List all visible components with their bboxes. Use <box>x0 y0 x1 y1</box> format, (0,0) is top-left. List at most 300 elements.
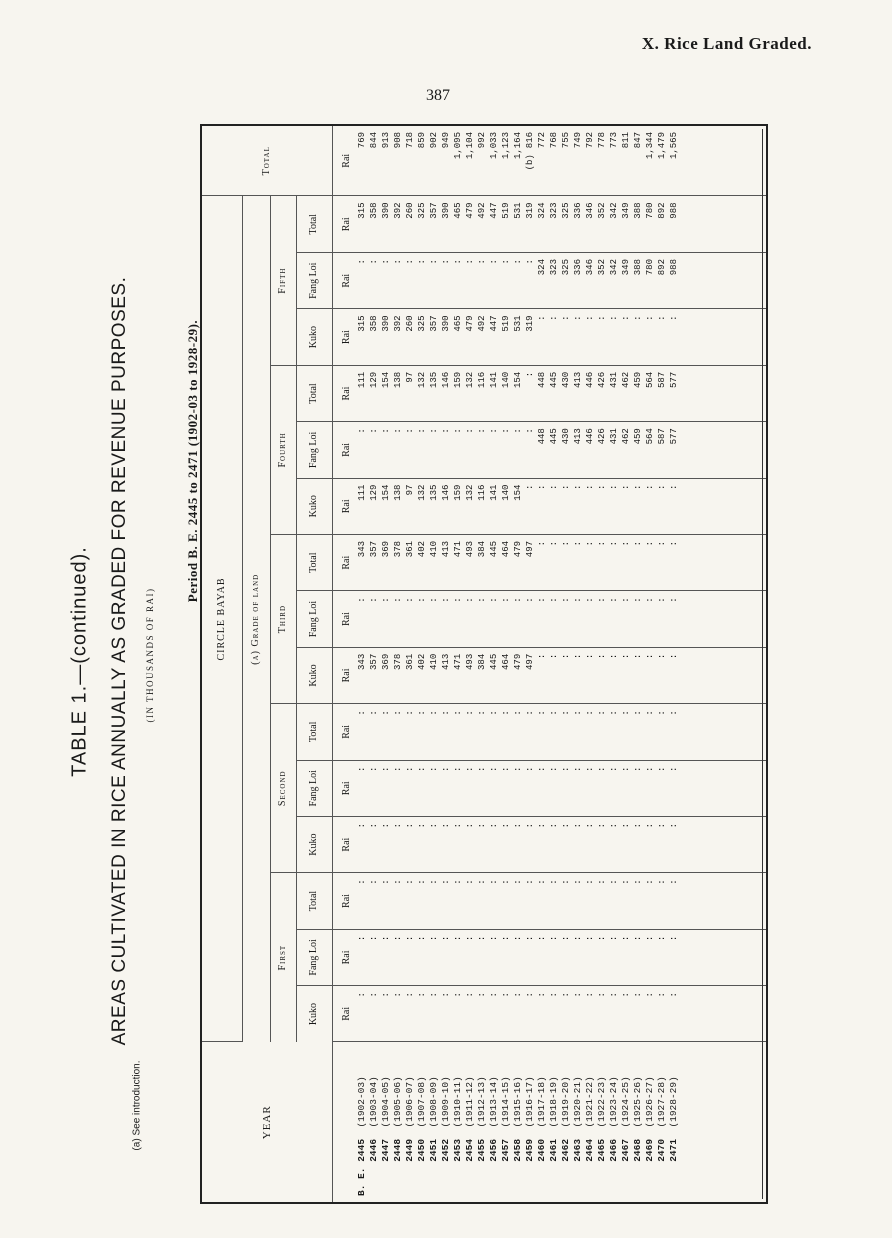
value-text: : <box>561 710 571 716</box>
value-text: : <box>429 428 439 434</box>
ad-year: (1923-24) <box>608 1076 619 1128</box>
value-text: 159 <box>453 484 463 501</box>
value-text: 384 <box>477 540 487 558</box>
value-cell <box>548 767 560 814</box>
value-text: : <box>573 710 583 716</box>
value-text: 392 <box>393 315 403 332</box>
value-text: : <box>573 935 583 942</box>
total-note: (b) <box>525 154 535 171</box>
value-cell <box>548 259 560 306</box>
value-text: 154 <box>513 371 523 389</box>
value-cell <box>608 203 620 251</box>
value-text: 111 <box>357 371 367 389</box>
value-cell <box>428 315 440 362</box>
value-text: : <box>573 822 583 829</box>
value-cell <box>440 428 452 475</box>
value-cell <box>404 428 416 475</box>
value-cell <box>536 132 548 194</box>
value-cell <box>452 992 464 1039</box>
value-text: 343 <box>357 653 367 670</box>
value-cell <box>452 485 464 532</box>
value-cell <box>476 936 488 983</box>
value-cell <box>512 203 524 251</box>
year-row <box>404 1045 416 1197</box>
value-cell <box>584 485 596 532</box>
value-cell <box>356 654 368 701</box>
value-text: 519 <box>501 202 511 219</box>
value-cell <box>428 597 440 644</box>
value-text: : <box>609 710 619 716</box>
value-text: : <box>441 710 451 716</box>
be-year: 2471 <box>668 1138 679 1162</box>
value-cell <box>548 132 560 194</box>
value-text: : <box>597 540 607 547</box>
value-text: : <box>573 992 583 998</box>
value-text: 378 <box>393 540 403 558</box>
value-cell <box>560 992 572 1039</box>
value-cell <box>524 132 536 194</box>
value-cell <box>392 654 404 701</box>
subhead-total: Total <box>296 534 332 590</box>
value-cell <box>536 372 548 419</box>
value-text: : <box>489 992 499 998</box>
value-cell <box>596 259 608 306</box>
value-cell <box>440 132 452 194</box>
value-text: 357 <box>369 540 379 558</box>
value-cell <box>536 259 548 306</box>
be-year: 2460 <box>536 1138 547 1162</box>
value-cell <box>500 936 512 983</box>
value-text: : <box>465 992 475 998</box>
value-cell <box>380 992 392 1039</box>
value-text: : <box>441 766 451 772</box>
subhead-fang-loi: Fang Loi <box>296 929 332 985</box>
value-text: : <box>597 653 607 660</box>
value-cell <box>584 428 596 475</box>
be-year: 2446 <box>368 1138 379 1162</box>
value-text: 564 <box>645 428 655 445</box>
value-text: : <box>597 484 607 490</box>
value-cell <box>656 428 668 475</box>
value-cell <box>464 879 476 926</box>
value-text: 772 <box>537 132 547 149</box>
value-cell <box>416 372 428 419</box>
col-fifth-fang <box>354 253 766 309</box>
value-text: 902 <box>429 132 439 149</box>
value-text: : <box>645 935 655 942</box>
value-text: 378 <box>393 653 403 670</box>
unit-cell: Rai <box>332 365 354 421</box>
value-text: 357 <box>429 315 439 332</box>
value-text: : <box>609 484 619 490</box>
value-cell <box>584 541 596 588</box>
value-text: 497 <box>525 540 535 558</box>
value-text: : <box>657 315 667 321</box>
value-cell <box>500 315 512 362</box>
value-cell <box>488 654 500 701</box>
value-text: : <box>645 484 655 490</box>
value-text: 140 <box>501 484 511 501</box>
value-cell <box>488 936 500 983</box>
value-text: : <box>453 428 463 434</box>
value-text: : <box>357 822 367 829</box>
value-text: : <box>381 766 391 772</box>
ad-year: (1926-27) <box>644 1076 655 1128</box>
col-fourth-fang <box>354 422 766 478</box>
value-cell <box>368 654 380 701</box>
value-text: 132 <box>417 371 427 389</box>
value-text: : <box>429 879 439 885</box>
value-cell <box>668 132 680 194</box>
value-cell <box>392 132 404 194</box>
value-text: : <box>429 992 439 998</box>
value-text: : <box>477 766 487 772</box>
value-text: : <box>585 597 595 603</box>
year-row <box>536 1045 548 1197</box>
value-cell <box>500 541 512 588</box>
value-cell <box>368 259 380 306</box>
value-text: : <box>645 653 655 660</box>
value-cell <box>608 428 620 475</box>
ad-year: (1919-20) <box>560 1076 571 1128</box>
value-text: : <box>561 653 571 660</box>
value-cell <box>560 132 572 194</box>
value-cell <box>356 710 368 757</box>
value-cell <box>644 654 656 701</box>
value-text: : <box>513 992 523 998</box>
value-cell <box>644 485 656 532</box>
value-text: : <box>465 597 475 603</box>
subhead-total: Total <box>296 365 332 421</box>
value-text: : <box>549 992 559 998</box>
value-text: : <box>669 597 679 603</box>
col-first-total <box>354 873 766 929</box>
value-text: : <box>453 710 463 716</box>
value-cell <box>524 992 536 1039</box>
value-cell <box>560 710 572 757</box>
value-text: : <box>429 710 439 716</box>
value-text: 390 <box>441 202 451 219</box>
be-year: 2459 <box>524 1138 535 1162</box>
value-text: 352 <box>597 202 607 219</box>
value-cell <box>392 710 404 757</box>
value-cell <box>644 132 656 194</box>
value-text: : <box>405 766 415 772</box>
value-cell <box>416 992 428 1039</box>
value-text: 349 <box>621 202 631 219</box>
value-cell <box>608 597 620 644</box>
value-text: 138 <box>393 371 403 389</box>
value-text: : <box>537 597 547 603</box>
value-cell <box>524 597 536 644</box>
value-cell <box>392 259 404 306</box>
year-row <box>452 1045 464 1197</box>
value-cell <box>644 992 656 1039</box>
ad-year: (1918-19) <box>548 1076 559 1128</box>
value-text: 146 <box>441 484 451 501</box>
value-text: : <box>633 992 643 998</box>
value-cell <box>644 203 656 251</box>
value-text: : <box>405 428 415 434</box>
value-cell <box>488 710 500 757</box>
value-text: : <box>453 822 463 829</box>
value-text: : <box>465 822 475 829</box>
value-cell <box>572 710 584 757</box>
value-text: : <box>489 428 499 434</box>
value-text: : <box>549 710 559 716</box>
grand-total-heading: Total <box>202 126 332 196</box>
value-text: : <box>669 879 679 885</box>
value-text: 319 <box>525 202 535 219</box>
value-cell <box>500 428 512 475</box>
subhead-kuko: Kuko <box>296 478 332 534</box>
value-cell <box>356 879 368 926</box>
value-text: 769 <box>357 132 367 149</box>
value-text: 357 <box>369 653 379 670</box>
value-text: 445 <box>489 653 499 670</box>
value-cell <box>476 992 488 1039</box>
value-cell <box>560 428 572 475</box>
value-cell <box>620 203 632 251</box>
value-text: 116 <box>477 371 487 389</box>
year-heading: YEAR <box>202 1042 332 1202</box>
value-text: : <box>393 710 403 716</box>
value-cell <box>392 992 404 1039</box>
value-text: : <box>561 315 571 321</box>
ad-year: (1922-23) <box>596 1076 607 1128</box>
unit-cell: Rai <box>332 873 354 929</box>
value-text: 445 <box>549 371 559 389</box>
value-cell <box>392 315 404 362</box>
value-cell <box>656 597 668 644</box>
value-text: : <box>381 935 391 942</box>
value-cell <box>404 541 416 588</box>
value-text: : <box>549 766 559 772</box>
value-text: : <box>513 259 523 265</box>
value-cell <box>512 936 524 983</box>
value-text: : <box>645 992 655 998</box>
value-cell <box>548 936 560 983</box>
value-text: : <box>525 766 535 772</box>
value-text: 315 <box>357 202 367 219</box>
col-first-fang <box>354 929 766 985</box>
value-cell <box>668 936 680 983</box>
value-text: 1,033 <box>489 132 499 160</box>
value-text: 811 <box>621 132 631 149</box>
value-text: : <box>633 710 643 716</box>
value-cell <box>416 879 428 926</box>
value-cell <box>452 654 464 701</box>
ad-year: (1921-22) <box>584 1076 595 1128</box>
value-cell <box>632 767 644 814</box>
value-cell <box>632 485 644 532</box>
value-text: 847 <box>633 132 643 149</box>
ad-year: (1906-07) <box>404 1076 415 1128</box>
value-text: : <box>645 597 655 603</box>
value-text: : <box>609 540 619 547</box>
value-cell <box>632 936 644 983</box>
value-cell <box>368 485 380 532</box>
value-text: 768 <box>549 132 559 149</box>
value-cell <box>620 710 632 757</box>
value-text: : <box>429 259 439 265</box>
value-text: 577 <box>669 371 679 389</box>
value-cell <box>380 654 392 701</box>
value-cell <box>440 372 452 419</box>
value-text: 446 <box>585 371 595 389</box>
value-text: : <box>357 935 367 942</box>
value-text: : <box>477 935 487 942</box>
be-year: 2465 <box>596 1138 607 1162</box>
value-text: 132 <box>465 371 475 389</box>
value-cell <box>548 992 560 1039</box>
value-cell <box>620 485 632 532</box>
value-text: : <box>465 710 475 716</box>
value-cell <box>536 823 548 870</box>
value-text: : <box>549 315 559 321</box>
value-cell <box>656 132 668 194</box>
value-cell <box>608 372 620 419</box>
value-cell <box>476 428 488 475</box>
value-text: : <box>429 766 439 772</box>
value-text: : <box>669 315 679 321</box>
value-text: : <box>393 822 403 829</box>
value-text: : <box>381 428 391 434</box>
value-cell <box>392 485 404 532</box>
value-cell <box>620 372 632 419</box>
value-text: : <box>561 597 571 603</box>
value-cell <box>668 259 680 306</box>
value-cell <box>560 654 572 701</box>
value-cell <box>476 879 488 926</box>
value-text: : <box>609 935 619 942</box>
value-cell <box>380 767 392 814</box>
value-text: 531 <box>513 315 523 332</box>
value-text: 844 <box>369 132 379 149</box>
value-text: : <box>537 540 547 547</box>
value-cell <box>584 259 596 306</box>
value-text: 992 <box>477 132 487 149</box>
year-row <box>380 1045 392 1197</box>
value-text: 430 <box>561 428 571 445</box>
value-text: 913 <box>381 132 391 149</box>
value-text: : <box>357 992 367 998</box>
value-text: : <box>369 879 379 885</box>
value-cell <box>452 428 464 475</box>
value-text: : <box>489 766 499 772</box>
footnote: (a) See introduction. <box>131 1060 143 1151</box>
value-text: 402 <box>417 540 427 558</box>
value-text: : <box>441 935 451 942</box>
value-text: : <box>621 935 631 942</box>
value-text: : <box>633 597 643 603</box>
value-text: : <box>573 597 583 603</box>
value-cell <box>644 541 656 588</box>
value-text: : <box>525 428 535 434</box>
value-text: 1,123 <box>501 132 511 160</box>
value-cell <box>488 315 500 362</box>
value-cell <box>620 654 632 701</box>
value-cell <box>392 936 404 983</box>
value-text: 358 <box>369 315 379 332</box>
value-cell <box>596 132 608 194</box>
value-cell <box>488 485 500 532</box>
value-text: : <box>669 710 679 716</box>
value-cell <box>632 992 644 1039</box>
value-cell <box>644 315 656 362</box>
value-cell <box>644 823 656 870</box>
value-text: : <box>501 597 511 603</box>
value-cell <box>572 936 584 983</box>
value-cell <box>560 767 572 814</box>
value-text: : <box>357 597 367 603</box>
value-cell <box>380 823 392 870</box>
ad-year: (1912-13) <box>476 1076 487 1128</box>
value-text: : <box>597 710 607 716</box>
value-text: 426 <box>597 371 607 389</box>
value-text: 447 <box>489 202 499 219</box>
value-text: : <box>525 879 535 885</box>
value-cell <box>620 936 632 983</box>
value-cell <box>428 428 440 475</box>
value-text: : <box>585 540 595 547</box>
value-text: : <box>633 766 643 772</box>
value-cell <box>476 823 488 870</box>
value-text: : <box>657 879 667 885</box>
value-text: 493 <box>465 540 475 558</box>
value-text: 325 <box>417 315 427 332</box>
value-cell <box>404 132 416 194</box>
value-cell <box>572 541 584 588</box>
value-text: : <box>573 653 583 660</box>
value-text: : <box>537 710 547 716</box>
value-cell <box>512 541 524 588</box>
col-grand-total <box>354 126 766 196</box>
value-text: : <box>453 992 463 998</box>
value-cell <box>620 428 632 475</box>
value-cell <box>356 203 368 251</box>
value-text: : <box>405 259 415 265</box>
year-row <box>512 1045 524 1197</box>
value-text: : <box>393 259 403 265</box>
ad-year: (1908-09) <box>428 1076 439 1128</box>
value-text: : <box>477 428 487 434</box>
value-cell <box>572 203 584 251</box>
value-cell <box>596 710 608 757</box>
value-text: 448 <box>537 371 547 389</box>
value-cell <box>404 259 416 306</box>
value-cell <box>656 541 668 588</box>
value-text: 159 <box>453 371 463 389</box>
value-cell <box>632 879 644 926</box>
value-cell <box>596 485 608 532</box>
col-third-fang <box>354 591 766 647</box>
value-cell <box>416 541 428 588</box>
year-row <box>392 1045 404 1197</box>
value-cell <box>416 767 428 814</box>
value-text: : <box>597 992 607 998</box>
value-text: : <box>441 259 451 265</box>
value-cell <box>584 879 596 926</box>
subhead-kuko: Kuko <box>296 309 332 365</box>
value-cell <box>404 315 416 362</box>
value-cell <box>572 654 584 701</box>
value-cell <box>608 132 620 194</box>
value-cell <box>524 936 536 983</box>
value-cell <box>500 767 512 814</box>
value-text: 129 <box>369 484 379 501</box>
value-cell <box>440 710 452 757</box>
